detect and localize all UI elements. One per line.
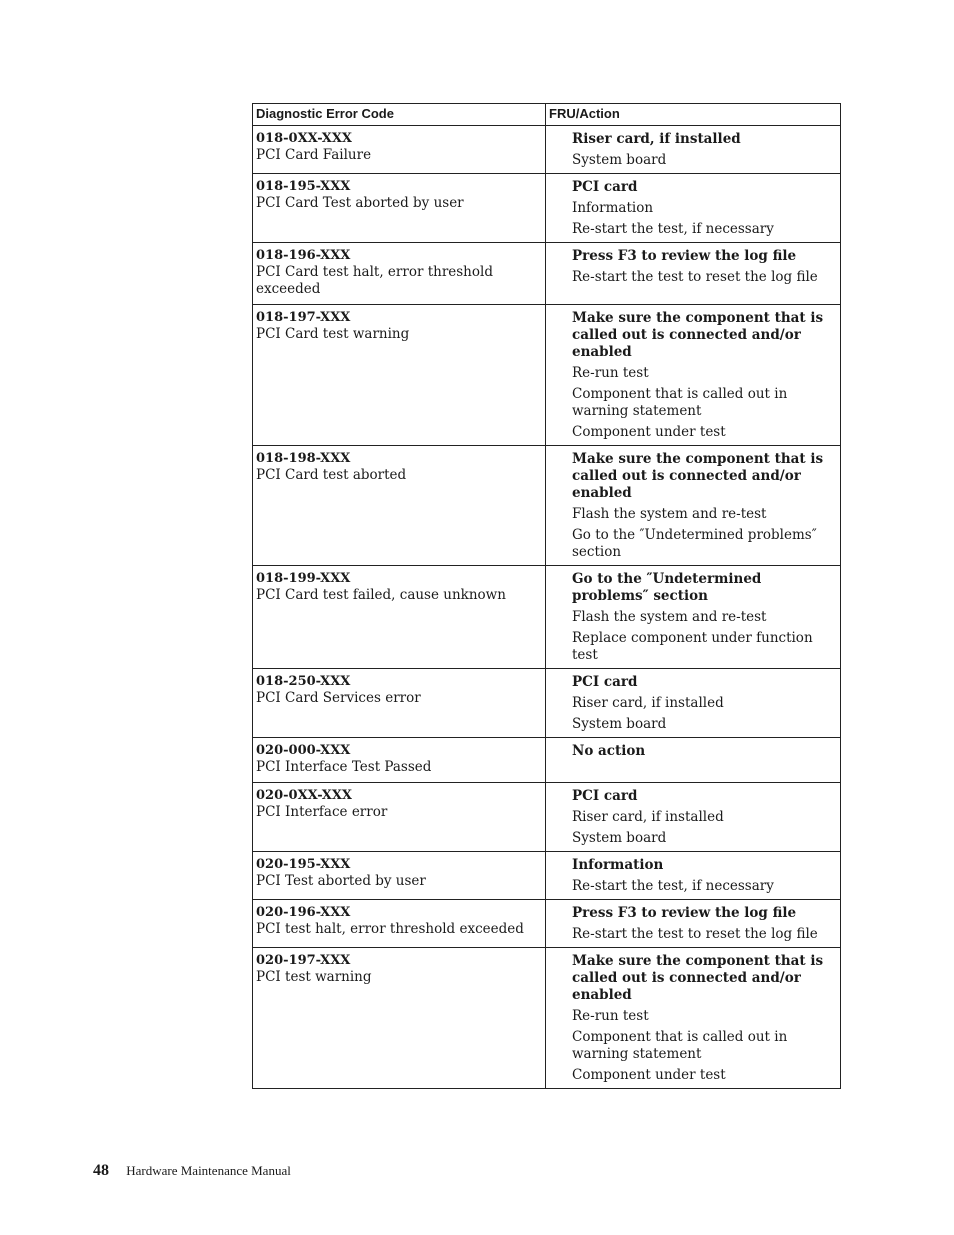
error-description: PCI Card Failure: [256, 147, 372, 163]
fru-action-cell: [546, 738, 841, 783]
fru-action-cell: [546, 174, 841, 243]
error-code: 018-0XX-XXX: [256, 131, 352, 146]
fru-action-cell: [546, 783, 841, 852]
action-step: Riser card, if installed: [572, 695, 724, 711]
action-step: Flash the system and re-test: [572, 506, 767, 522]
error-code: 018-196-XXX: [256, 248, 351, 263]
error-code-cell: [253, 446, 546, 566]
table-row: [253, 783, 841, 852]
error-code-cell: [253, 900, 546, 948]
error-code-cell: [253, 305, 546, 446]
action-step: Press F3 to review the log file: [572, 905, 797, 921]
fru-action-cell: [546, 446, 841, 566]
error-description: PCI Interface Test Passed: [256, 759, 432, 775]
action-step: System board: [572, 830, 667, 846]
error-code: 018-199-XXX: [256, 571, 351, 586]
error-description: PCI Card Test aborted by user: [256, 195, 464, 211]
error-code: 020-0XX-XXX: [256, 788, 352, 803]
fru-action-cell: [546, 900, 841, 948]
action-step: No action: [572, 743, 646, 759]
table-row: [253, 852, 841, 900]
action-step: Component that is called out in warning statement: [572, 1029, 788, 1062]
action-step: Re-start the test, if necessary: [572, 878, 774, 894]
action-step: Component under test: [572, 424, 726, 440]
fru-action-cell: [546, 126, 841, 174]
error-code: 020-000-XXX: [256, 743, 351, 758]
action-step: Information: [572, 857, 664, 873]
error-code-cell: [253, 126, 546, 174]
error-code: 020-197-XXX: [256, 953, 351, 968]
action-step: Re-start the test, if necessary: [572, 221, 774, 237]
error-code-cell: [253, 783, 546, 852]
action-step: Component that is called out in warning statement: [572, 386, 788, 419]
error-code: 020-195-XXX: [256, 857, 351, 872]
action-step: Make sure the component that is called out is connected and/or enabled: [572, 310, 824, 360]
error-description: PCI Card test aborted: [256, 467, 407, 483]
table-row: [253, 900, 841, 948]
error-description: PCI Test aborted by user: [256, 873, 426, 889]
error-code-cell: [253, 948, 546, 1089]
table-row: [253, 446, 841, 566]
action-step: Go to the ″Undetermined problems″ section: [572, 527, 817, 560]
error-description: PCI Interface error: [256, 804, 388, 820]
error-description: PCI Card Services error: [256, 690, 421, 706]
diagnostic-error-table: [252, 103, 841, 1089]
error-code-cell: [253, 243, 546, 305]
table-header-row: [253, 104, 841, 126]
action-step: PCI card: [572, 674, 638, 690]
action-step: Component under test: [572, 1067, 726, 1083]
fru-action-cell: [546, 669, 841, 738]
action-step: System board: [572, 716, 667, 732]
action-step: Make sure the component that is called out is connected and/or enabled: [572, 451, 824, 501]
action-step: Re-run test: [572, 365, 649, 381]
error-code: 018-250-XXX: [256, 674, 351, 689]
header-fru-action: FRU/Action: [546, 104, 841, 126]
action-step: Information: [572, 200, 654, 216]
action-step: System board: [572, 152, 667, 168]
error-code-cell: [253, 566, 546, 669]
action-step: Riser card, if installed: [572, 809, 724, 825]
fru-action-cell: [546, 852, 841, 900]
action-step: Replace component under function test: [572, 630, 813, 663]
action-step: Riser card, if installed: [572, 131, 741, 147]
error-code: 020-196-XXX: [256, 905, 351, 920]
error-code-cell: [253, 174, 546, 243]
error-description: PCI Card test failed, cause unknown: [256, 587, 506, 603]
fru-action-cell: [546, 566, 841, 669]
table-body: [253, 126, 841, 1089]
table-row: [253, 669, 841, 738]
error-description: PCI test halt, error threshold exceeded: [256, 921, 524, 937]
page-number: 48: [93, 1162, 109, 1179]
fru-action-cell: [546, 243, 841, 305]
table-row: [253, 566, 841, 669]
error-code: 018-195-XXX: [256, 179, 351, 194]
action-step: Flash the system and re-test: [572, 609, 767, 625]
fru-action-cell: [546, 305, 841, 446]
error-description: PCI Card test warning: [256, 326, 410, 342]
error-code-cell: [253, 852, 546, 900]
action-step: Go to the ″Undetermined problems″ section: [572, 571, 762, 604]
error-code-cell: [253, 738, 546, 783]
page-footer: [93, 1162, 291, 1180]
action-step: PCI card: [572, 179, 638, 195]
action-step: Re-start the test to reset the log file: [572, 269, 818, 285]
action-step: Re-start the test to reset the log file: [572, 926, 818, 942]
error-code: 018-197-XXX: [256, 310, 351, 325]
action-step: Re-run test: [572, 1008, 649, 1024]
fru-action-cell: [546, 948, 841, 1089]
table-row: [253, 126, 841, 174]
error-description: PCI Card test halt, error threshold exceeded: [256, 264, 493, 297]
action-step: PCI card: [572, 788, 638, 804]
table-row: [253, 948, 841, 1089]
table-row: [253, 174, 841, 243]
action-step: Press F3 to review the log file: [572, 248, 797, 264]
error-description: PCI test warning: [256, 969, 372, 985]
manual-title: Hardware Maintenance Manual: [126, 1163, 291, 1178]
table-row: [253, 243, 841, 305]
table-row: [253, 305, 841, 446]
table-row: [253, 738, 841, 783]
error-code: 018-198-XXX: [256, 451, 351, 466]
action-step: Make sure the component that is called out is connected and/or enabled: [572, 953, 824, 1003]
error-code-cell: [253, 669, 546, 738]
header-diagnostic-error-code: Diagnostic Error Code: [253, 104, 546, 126]
